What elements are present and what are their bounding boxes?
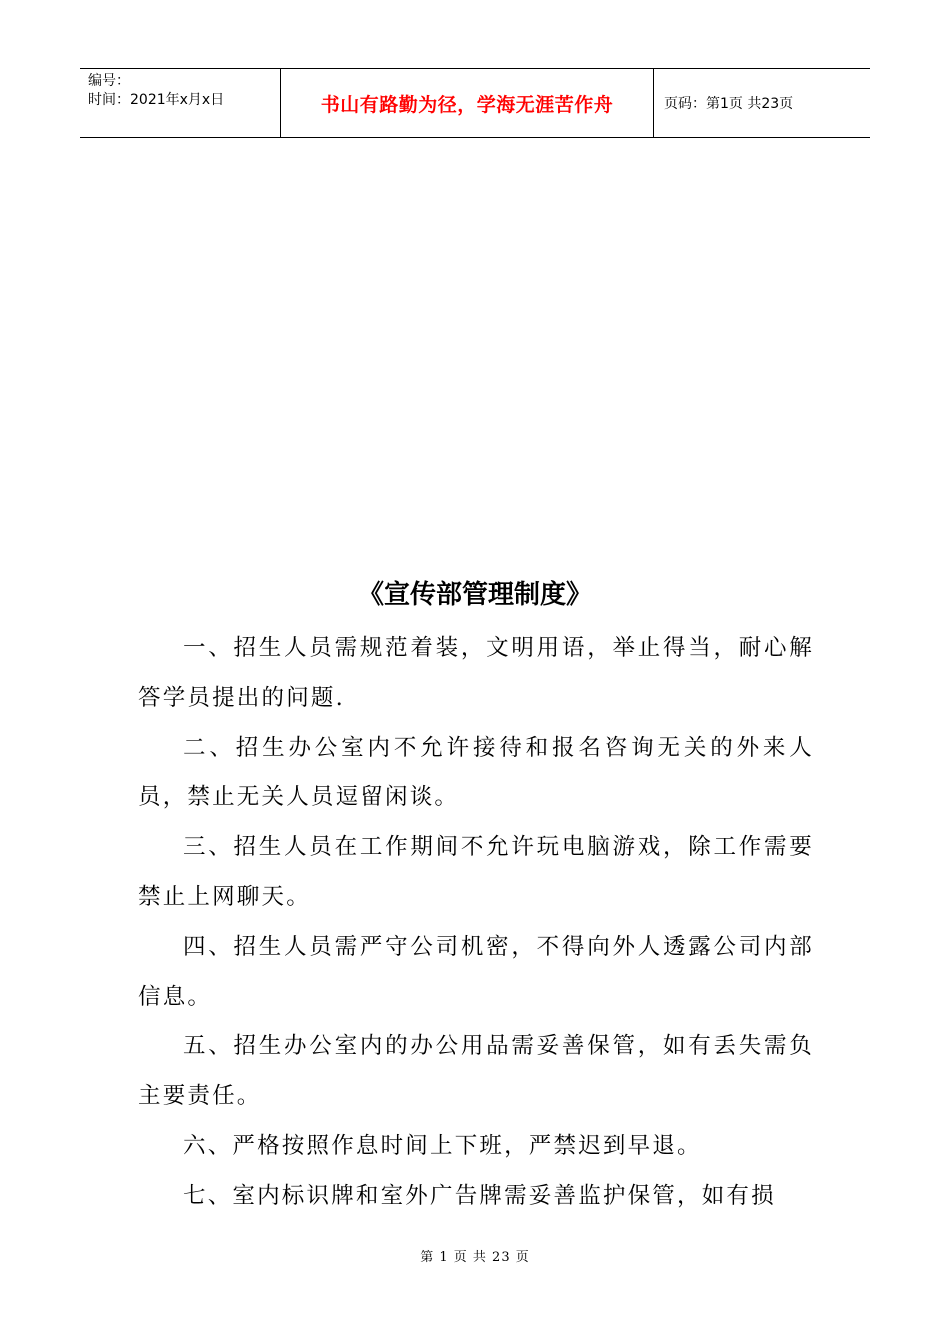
paragraph: 四、招生人员需严守公司机密，不得向外人透露公司内部信息。: [138, 933, 814, 1010]
header-page-info: 页码：第1页 共23页: [664, 96, 794, 112]
document-date-label: 时间：2021年x月x日: [88, 92, 225, 108]
header-motto: 书山有路勤为径，学海无涯苦作舟: [281, 69, 654, 137]
document-title: 《宣传部管理制度》: [357, 580, 592, 610]
paragraph: 一、招生人员需规范着装，文明用语，举止得当，耐心解答学员提出的问题.: [138, 635, 814, 711]
page-footer: 第 1 页 共 23 页: [420, 1250, 530, 1265]
page-header: [80, 68, 870, 138]
paragraph: 六、严格按照作息时间上下班，严禁迟到早退。: [183, 1132, 702, 1159]
paragraph: 七、室内标识牌和室外广告牌需妥善监护保管，如有损: [183, 1182, 776, 1209]
paragraph: 五、招生办公室内的办公用品需妥善保管，如有丢失需负主要责任。: [138, 1033, 814, 1110]
document-number-label: 编号：: [88, 73, 130, 89]
document-body: [138, 624, 814, 1222]
paragraph: 二、招生办公室内不允许接待和报名咨询无关的外来人员，禁止无关人员逗留闲谈。: [138, 734, 814, 811]
header-meta: [80, 69, 281, 137]
paragraph: 三、招生人员在工作期间不允许玩电脑游戏，除工作需要禁止上网聊天。: [138, 834, 814, 910]
